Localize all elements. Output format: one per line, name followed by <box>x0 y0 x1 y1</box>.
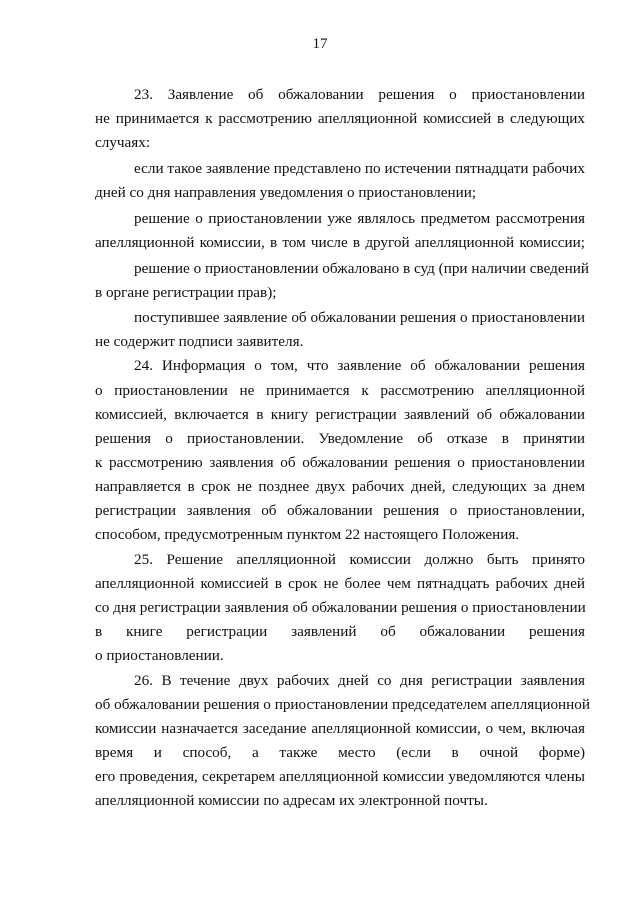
text-line: случаях: <box>95 134 151 151</box>
text-line: 24. Информация о том, что заявление об обжаловании решения <box>134 357 585 374</box>
text-line: комиссией, включается в книгу регистрации заявлений об обжаловании <box>95 406 585 423</box>
text-line: не принимается к рассмотрению апелляционной комиссией в следующих <box>95 110 585 127</box>
text-line: 23. Заявление об обжаловании решения о приостановлении <box>134 86 585 103</box>
text-line: к рассмотрению заявления об обжаловании решения о приостановлении <box>95 454 585 471</box>
text-line: апелляционной комиссии по адресам их электронной почты. <box>95 792 488 809</box>
text-line: его проведения, секретарем апелляционной комиссии уведомляются члены <box>95 768 585 785</box>
text-line: о приостановлении не принимается к рассмотрению апелляционной <box>95 382 585 399</box>
text-line: если такое заявление представлено по истечении пятнадцати рабочих <box>134 160 585 177</box>
text-line: об обжаловании решения о приостановлении председателем апелляционной <box>95 696 591 713</box>
text-line: в органе регистрации прав); <box>95 284 277 301</box>
text-line: комиссии назначается заседание апелляционной комиссии, о чем, включая <box>95 720 585 737</box>
text-line: со дня регистрации заявления об обжаловании решения о приостановлении <box>95 599 586 616</box>
text-line: о приостановлении. <box>95 647 224 664</box>
text-line: решение о приостановлении уже являлось предметом рассмотрения <box>134 210 585 227</box>
text-line: направляется в срок не позднее двух рабочих дней, следующих за днем <box>95 478 585 495</box>
text-line: поступившее заявление об обжаловании решения о приостановлении <box>134 309 585 326</box>
text-line: 25. Решение апелляционной комиссии должно быть принято <box>134 551 585 568</box>
text-line: в книге регистрации заявлений об обжаловании решения <box>95 623 585 640</box>
text-line: 26. В течение двух рабочих дней со дня регистрации заявления <box>134 672 585 689</box>
text-line: апелляционной комиссией в срок не более чем пятнадцать рабочих дней <box>95 575 585 592</box>
text-line: время и способ, а также место (если в очной форме) <box>95 744 585 761</box>
text-line: способом, предусмотренным пунктом 22 настоящего Положения. <box>95 526 520 543</box>
text-line: регистрации заявления об обжаловании решения о приостановлении, <box>95 502 585 519</box>
text-line: дней со дня направления уведомления о приостановлении; <box>95 184 477 201</box>
text-line: не содержит подписи заявителя. <box>95 333 304 350</box>
page-number: 17 <box>312 36 328 52</box>
text-line: решение о приостановлении обжаловано в суд (при наличии сведений <box>134 260 589 277</box>
text-line: решения о приостановлении. Уведомление об отказе в принятии <box>95 430 585 447</box>
text-line: апелляционной комиссии, в том числе в другой апелляционной комиссии; <box>95 234 585 251</box>
